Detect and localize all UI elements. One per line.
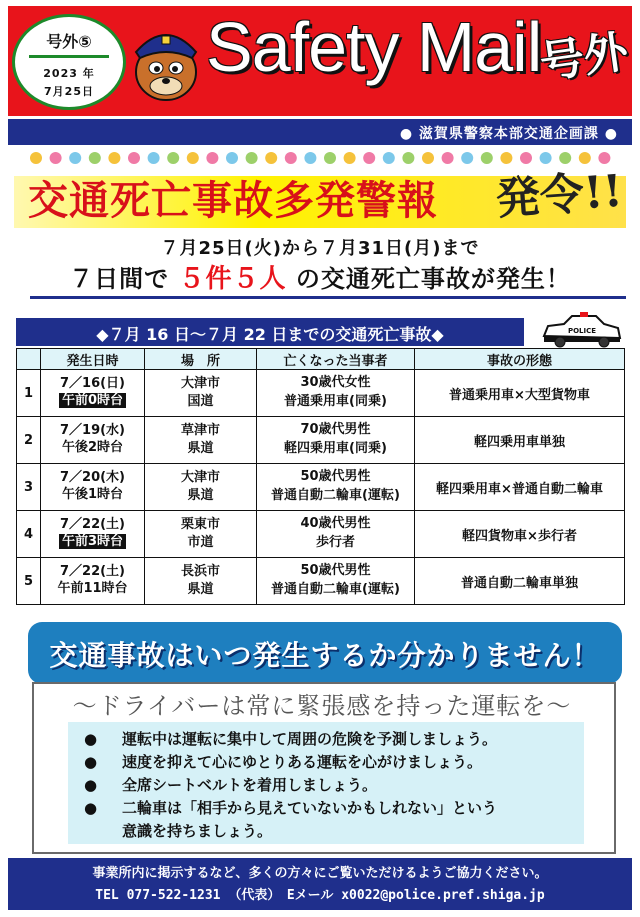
occurrence-time: 午前0時台 [59, 393, 126, 408]
table-header-row [17, 349, 625, 370]
tip-text: 二輪車は「相手から見えていないかもしれない」という [122, 799, 498, 817]
location-road: 県道 [187, 488, 214, 503]
row-number: 3 [17, 464, 41, 511]
decorative-dot [540, 152, 552, 164]
table-row [17, 464, 625, 511]
victim-age: 70歳代男性 [300, 422, 371, 438]
victim [257, 464, 415, 511]
summary-count: ５件５人 [178, 264, 287, 294]
decorative-dot [363, 152, 375, 164]
occurrence-datetime [41, 417, 145, 464]
badge-divider [29, 55, 109, 58]
row-number: 5 [17, 558, 41, 605]
decorative-dot [187, 152, 199, 164]
occurrence-datetime [41, 464, 145, 511]
decorative-dot [402, 152, 414, 164]
decorative-dot-row [28, 150, 618, 166]
warning-banner-text: 交通事故はいつ発生するか分かりません！ [49, 639, 601, 672]
tip-item [84, 774, 377, 795]
victim [257, 511, 415, 558]
alert-summary [0, 258, 640, 295]
location-road: 市道 [187, 535, 214, 550]
occurrence-date: 7／16(日) [59, 376, 126, 392]
alert-issued-stamp: 発令!! [494, 165, 625, 226]
location-city: 大津市 [180, 376, 220, 392]
occurrence-datetime [41, 558, 145, 605]
accident-type: 軽四乗用車×普通自動二輪車 [415, 464, 625, 511]
victim-role: 歩行者 [315, 535, 355, 550]
tips-heading: ～ドライバーは常に緊張感を持った運転を～ [72, 692, 572, 720]
issue-badge [12, 14, 126, 110]
victim-role: 普通乗用車(同乗) [284, 394, 387, 409]
table-row [17, 370, 625, 417]
victim-role: 普通自動二輪車(運転) [271, 582, 400, 597]
tip-item [84, 728, 497, 749]
decorative-dot [285, 152, 297, 164]
location-road: 県道 [187, 441, 214, 456]
table-row [17, 558, 625, 605]
tip-item [84, 751, 482, 772]
occurrence-date: 7／22(土) [59, 564, 126, 580]
decorative-dot [559, 152, 571, 164]
police-car-label: POLICE [567, 327, 597, 335]
decorative-dot [148, 152, 160, 164]
accident-type: 普通乗用車×大型貨物車 [415, 370, 625, 417]
police-car-icon [538, 312, 624, 348]
location [145, 511, 257, 558]
bullet-icon: ● [84, 730, 98, 748]
location-city: 草津市 [180, 423, 220, 439]
weekly-title: ◆７月 16 日～７月 22 日までの交通死亡事故◆ [96, 325, 444, 344]
location-city: 大津市 [180, 470, 220, 486]
occurrence-datetime [41, 511, 145, 558]
newsletter-title: Safety Mail [206, 8, 542, 86]
victim-role: 軽四乗用車(同乗) [284, 441, 387, 456]
occurrence-date: 7／20(木) [59, 470, 126, 486]
decorative-dot [108, 152, 120, 164]
alert-period: ７月25日(火)から７月31日(月)まで [160, 238, 480, 259]
decorative-dot [442, 152, 454, 164]
department-bar [8, 119, 632, 145]
location [145, 558, 257, 605]
victim [257, 370, 415, 417]
department-name: ● 滋賀県警察本部交通企画課 ● [399, 126, 618, 142]
victim-role: 普通自動二輪車(運転) [271, 488, 400, 503]
occurrence-datetime [41, 370, 145, 417]
decorative-dot [265, 152, 277, 164]
bullet-icon: ● [84, 799, 98, 817]
bullet-icon: ● [84, 753, 98, 771]
decorative-dot [461, 152, 473, 164]
row-number: 2 [17, 417, 41, 464]
decorative-dot [481, 152, 493, 164]
alert-title: 交通死亡事故多発警報 [28, 177, 438, 224]
occurrence-date: 7／19(水) [59, 423, 126, 439]
location-road: 国道 [187, 394, 214, 409]
police-mascot-icon [128, 22, 204, 102]
location-road: 県道 [187, 582, 214, 597]
decorative-dot [520, 152, 532, 164]
badge-title: 号外⑤ [46, 32, 92, 51]
location [145, 417, 257, 464]
bullet-icon: ● [84, 776, 98, 794]
occurrence-time: 午後2時台 [61, 440, 124, 455]
table-row [17, 511, 625, 558]
extra-edition-tag: 号外 [536, 26, 632, 89]
accident-type: 普通自動二輪車単独 [415, 558, 625, 605]
occurrence-date: 7／22(土) [59, 517, 126, 533]
occurrence-time: 午前3時台 [59, 534, 126, 549]
tip-item [84, 797, 497, 818]
victim-age: 40歳代男性 [300, 516, 371, 532]
occurrence-time: 午前11時台 [57, 581, 128, 596]
tip-text: 運転中は運転に集中して周囲の危険を予測しましょう。 [122, 730, 498, 748]
col-header-victim: 亡くなった当事者 [257, 349, 415, 370]
location [145, 464, 257, 511]
decorative-dot [89, 152, 101, 164]
location-city: 長浜市 [180, 564, 220, 580]
decorative-dot [206, 152, 218, 164]
col-header-date: 発生日時 [41, 349, 145, 370]
decorative-dot [304, 152, 316, 164]
decorative-dot [500, 152, 512, 164]
badge-date: 7月25日 [44, 85, 94, 98]
summary-prefix: ７日間で [69, 265, 170, 293]
location-city: 栗東市 [180, 517, 220, 533]
tip-text: 全席シートベルトを着用しましょう。 [122, 776, 378, 794]
decorative-dot [69, 152, 81, 164]
victim-age: 50歳代男性 [300, 563, 371, 579]
victim [257, 417, 415, 464]
footer-contact: TEL 077-522-1231 （代表） Eメール x0022@police.pref.shiga.jp [95, 888, 545, 903]
decorative-dot [324, 152, 336, 164]
summary-suffix: の交通死亡事故が発生！ [295, 265, 571, 293]
accident-table [16, 348, 625, 605]
summary-underline [30, 296, 626, 299]
occurrence-time: 午後1時台 [61, 487, 124, 502]
footer-request: 事業所内に掲示するなど、多くの方々にご覧いただけるようご協力ください。 [92, 866, 548, 881]
decorative-dot [167, 152, 179, 164]
accident-type: 軽四貨物車×歩行者 [415, 511, 625, 558]
tip-continuation: 意識を持ちましょう。 [122, 822, 273, 840]
decorative-dot [128, 152, 140, 164]
col-header-no [17, 349, 41, 370]
col-header-place: 場 所 [145, 349, 257, 370]
badge-year: 2023 年 [43, 67, 95, 80]
decorative-dot [344, 152, 356, 164]
decorative-dot [579, 152, 591, 164]
decorative-dot [50, 152, 62, 164]
victim [257, 558, 415, 605]
accident-type: 軽四乗用車単独 [415, 417, 625, 464]
location [145, 370, 257, 417]
decorative-dot [598, 152, 610, 164]
row-number: 4 [17, 511, 41, 558]
decorative-dot [246, 152, 258, 164]
row-number: 1 [17, 370, 41, 417]
tip-text: 速度を抑えて心にゆとりある運転を心がけましょう。 [122, 753, 483, 771]
decorative-dot [30, 152, 42, 164]
table-row [17, 417, 625, 464]
victim-age: 30歳代女性 [300, 375, 371, 391]
decorative-dot [383, 152, 395, 164]
col-header-type: 事故の形態 [415, 349, 625, 370]
victim-age: 50歳代男性 [300, 469, 371, 485]
decorative-dot [226, 152, 238, 164]
decorative-dot [422, 152, 434, 164]
